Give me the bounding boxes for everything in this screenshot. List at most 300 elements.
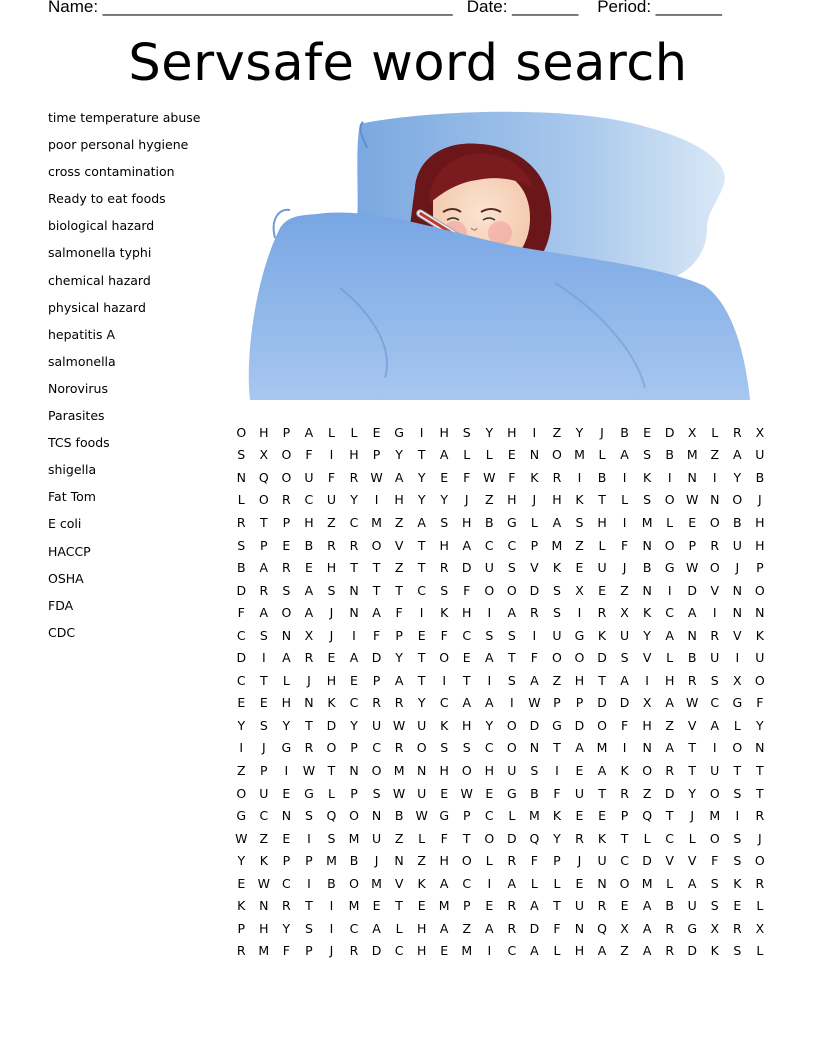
grid-letter: S <box>259 627 268 643</box>
grid-letter: I <box>555 762 559 778</box>
grid-letter: D <box>597 695 607 711</box>
word-item: biological hazard <box>48 218 155 234</box>
grid-letter: P <box>260 537 268 553</box>
word-item: Parasites <box>48 408 105 424</box>
grid-letter: U <box>507 762 517 778</box>
grid-letter: M <box>348 898 360 914</box>
grid-letter: S <box>237 537 246 553</box>
grid-letter: E <box>485 898 494 914</box>
grid-letter: I <box>261 650 266 666</box>
grid-letter: E <box>327 650 336 666</box>
grid-letter: C <box>236 627 246 643</box>
grid-letter: W <box>392 785 406 801</box>
grid-letter: U <box>710 650 720 666</box>
grid-letter: U <box>755 650 765 666</box>
grid-letter: V <box>394 875 404 891</box>
grid-letter: R <box>755 875 765 891</box>
grid-letter: M <box>371 514 382 530</box>
grid-letter: U <box>417 785 427 801</box>
grid-letter: Q <box>642 808 653 824</box>
grid-letter: L <box>666 875 674 891</box>
grid-letter: S <box>259 717 268 733</box>
grid-letter: J <box>261 740 266 756</box>
grid-letter: E <box>733 898 742 914</box>
grid-letter: Y <box>643 627 651 643</box>
grid-letter: T <box>462 830 471 846</box>
grid-letter: W <box>528 695 541 711</box>
grid-letter: H <box>462 717 472 733</box>
grid-letter: T <box>620 830 629 846</box>
grid-letter: S <box>282 582 291 598</box>
grid-letter: O <box>664 537 675 553</box>
grid-letter: D <box>664 785 675 801</box>
grid-letter: K <box>643 469 652 485</box>
grid-letter: R <box>665 943 674 959</box>
grid-letter: J <box>577 853 582 869</box>
grid-letter: E <box>282 537 291 553</box>
grid-letter: B <box>485 514 494 530</box>
grid-letter: K <box>710 943 719 959</box>
grid-letter: F <box>372 627 381 643</box>
grid-letter: M <box>709 808 721 824</box>
grid-letter: I <box>352 627 356 643</box>
grid-letter: X <box>575 582 584 598</box>
grid-letter: A <box>552 514 562 530</box>
grid-letter: I <box>284 762 289 778</box>
word-item: E coli <box>48 516 82 532</box>
grid-letter: O <box>461 762 472 778</box>
grid-letter: U <box>597 853 607 869</box>
grid-letter: X <box>642 695 652 711</box>
grid-letter: T <box>665 808 674 824</box>
letter-grid <box>230 421 771 962</box>
grid-letter: R <box>507 853 517 869</box>
grid-letter: I <box>667 469 672 485</box>
grid-row <box>230 872 771 895</box>
grid-letter: E <box>372 898 381 914</box>
grid-letter: L <box>237 492 245 508</box>
grid-letter: L <box>350 424 358 440</box>
grid-letter: O <box>236 785 247 801</box>
grid-letter: R <box>349 469 359 485</box>
grid-letter: Y <box>417 695 426 711</box>
grid-letter: Z <box>259 830 269 846</box>
grid-letter: V <box>687 717 697 733</box>
grid-letter: Z <box>710 447 720 463</box>
grid-letter: W <box>235 830 248 846</box>
grid-letter: C <box>349 514 359 530</box>
grid-letter: M <box>258 943 270 959</box>
grid-letter: S <box>507 560 516 576</box>
grid-letter: W <box>370 469 383 485</box>
grid-letter: O <box>552 650 562 666</box>
grid-letter: H <box>259 920 269 936</box>
grid-letter: L <box>463 447 471 463</box>
grid-letter: P <box>282 514 291 530</box>
grid-letter: P <box>305 853 313 869</box>
grid-row <box>230 421 771 444</box>
grid-letter: S <box>710 875 719 891</box>
grid-letter: G <box>664 560 675 576</box>
grid-letter: D <box>574 717 585 733</box>
grid-letter: A <box>597 762 607 778</box>
grid-letter: U <box>710 762 720 778</box>
grid-letter: Y <box>282 717 291 733</box>
grid-letter: I <box>419 605 424 621</box>
grid-letter: J <box>307 672 311 688</box>
grid-letter: D <box>326 717 337 733</box>
grid-letter: T <box>372 560 381 576</box>
grid-letter: X <box>259 447 269 463</box>
grid-letter: M <box>461 943 473 959</box>
grid-letter: D <box>371 650 382 666</box>
grid-letter: F <box>620 537 629 553</box>
grid-row <box>230 669 771 692</box>
grid-letter: M <box>574 447 585 463</box>
grid-letter: B <box>665 898 674 914</box>
grid-letter: R <box>755 808 765 824</box>
grid-letter: M <box>348 830 360 846</box>
grid-letter: N <box>732 582 742 598</box>
grid-letter: Y <box>237 853 246 869</box>
grid-letter: L <box>553 943 561 959</box>
grid-letter: E <box>440 785 449 801</box>
grid-row <box>230 940 771 963</box>
grid-letter: C <box>484 808 494 824</box>
grid-letter: U <box>574 898 585 914</box>
grid-letter: O <box>371 537 382 553</box>
grid-letter: S <box>507 627 516 643</box>
grid-letter: H <box>642 717 652 733</box>
grid-letter: W <box>686 560 699 576</box>
grid-letter: I <box>307 830 311 846</box>
grid-letter: N <box>642 740 652 756</box>
grid-letter: O <box>552 447 562 463</box>
grid-letter: S <box>327 830 336 846</box>
grid-letter: I <box>735 650 740 666</box>
grid-letter: V <box>710 582 720 598</box>
grid-letter: E <box>485 785 494 801</box>
grid-letter: I <box>487 875 492 891</box>
grid-letter: Y <box>237 717 246 733</box>
grid-letter: I <box>735 808 740 824</box>
grid-letter: O <box>709 514 720 530</box>
grid-letter: M <box>641 514 653 530</box>
grid-letter: O <box>326 740 337 756</box>
grid-letter: Y <box>282 920 291 936</box>
grid-letter: Y <box>417 469 426 485</box>
grid-letter: C <box>236 672 246 688</box>
grid-letter: K <box>440 717 449 733</box>
grid-letter: R <box>282 898 291 914</box>
grid-letter: T <box>417 672 426 688</box>
grid-letter: H <box>507 492 517 508</box>
grid-letter: R <box>710 537 720 553</box>
grid-letter: R <box>394 740 404 756</box>
grid-letter: B <box>597 469 607 485</box>
grid-letter: D <box>642 853 652 869</box>
grid-row <box>230 714 771 737</box>
grid-letter: A <box>349 650 359 666</box>
word-item: chemical hazard <box>48 272 151 288</box>
grid-letter: F <box>440 627 448 643</box>
grid-letter: S <box>733 785 742 801</box>
grid-letter: W <box>483 469 496 485</box>
grid-letter: K <box>552 560 562 576</box>
grid-letter: R <box>665 920 674 936</box>
grid-row <box>230 804 771 827</box>
grid-letter: C <box>439 695 449 711</box>
grid-letter: E <box>643 424 652 440</box>
grid-letter: A <box>304 605 314 621</box>
grid-letter: T <box>688 762 697 778</box>
grid-letter: V <box>687 853 697 869</box>
grid-letter: A <box>485 695 494 711</box>
grid-letter: O <box>709 560 720 576</box>
grid-letter: M <box>393 762 405 778</box>
grid-letter: E <box>575 560 584 576</box>
grid-letter: J <box>758 492 762 508</box>
grid-letter: P <box>756 560 764 576</box>
grid-letter: A <box>530 943 539 959</box>
grid-letter: D <box>687 582 698 598</box>
grid-letter: N <box>259 898 269 914</box>
grid-letter: C <box>349 920 359 936</box>
grid-letter: H <box>349 447 359 463</box>
grid-letter: N <box>281 808 292 824</box>
grid-letter: P <box>462 898 471 914</box>
grid-letter: T <box>372 582 381 598</box>
grid-row <box>230 556 771 579</box>
grid-letter: C <box>665 605 675 621</box>
grid-letter: H <box>259 424 269 440</box>
grid-letter: O <box>439 650 450 666</box>
grid-letter: O <box>236 424 247 440</box>
grid-letter: S <box>620 650 629 666</box>
grid-row <box>230 489 771 512</box>
grid-letter: A <box>597 943 607 959</box>
grid-letter: I <box>667 582 672 598</box>
grid-letter: T <box>756 785 764 801</box>
grid-letter: D <box>597 650 607 666</box>
grid-letter: A <box>665 627 674 643</box>
grid-letter: J <box>758 830 762 846</box>
grid-letter: E <box>237 875 246 891</box>
grid-letter: C <box>304 492 314 508</box>
grid-letter: I <box>487 672 492 688</box>
grid-letter: O <box>461 853 472 869</box>
grid-letter: C <box>620 853 629 869</box>
grid-letter: R <box>349 943 359 959</box>
grid-letter: H <box>326 672 337 688</box>
grid-letter: K <box>552 808 562 824</box>
grid-letter: E <box>372 424 381 440</box>
grid-letter: O <box>709 830 720 846</box>
grid-letter: C <box>282 875 291 891</box>
grid-letter: C <box>507 943 517 959</box>
grid-letter: Y <box>440 492 449 508</box>
grid-letter: H <box>304 514 314 530</box>
grid-letter: J <box>690 808 695 824</box>
grid-letter: S <box>733 943 742 959</box>
grid-letter: A <box>620 672 629 688</box>
grid-letter: D <box>529 717 540 733</box>
grid-letter: L <box>598 537 606 553</box>
grid-letter: R <box>687 672 697 688</box>
grid-letter: Y <box>485 717 494 733</box>
grid-letter: T <box>733 762 742 778</box>
grid-letter: P <box>282 424 291 440</box>
grid-letter: R <box>620 785 629 801</box>
grid-letter: R <box>530 605 539 621</box>
grid-letter: N <box>371 808 382 824</box>
grid-letter: T <box>305 898 313 914</box>
grid-letter: Y <box>395 447 403 463</box>
grid-letter: R <box>236 943 246 959</box>
grid-letter: J <box>464 492 469 508</box>
grid-letter: O <box>349 808 359 824</box>
grid-letter: S <box>304 808 313 824</box>
grid-letter: E <box>350 672 358 688</box>
name-date-period-line: Name: _____________________________________ Date: _______ Period: _______ <box>48 0 722 16</box>
grid-letter: B <box>755 469 765 485</box>
grid-letter: Y <box>575 424 584 440</box>
word-item: salmonella typhi <box>48 245 152 261</box>
grid-letter: A <box>687 605 697 621</box>
grid-letter: J <box>329 943 334 959</box>
grid-letter: E <box>259 695 268 711</box>
grid-letter: A <box>507 875 517 891</box>
grid-letter: B <box>733 514 742 530</box>
grid-letter: Z <box>417 853 426 869</box>
grid-letter: E <box>237 695 246 711</box>
grid-row <box>230 894 771 917</box>
grid-letter: Z <box>236 762 246 778</box>
grid-row <box>230 737 771 760</box>
grid-letter: O <box>709 785 720 801</box>
grid-letter: D <box>236 650 247 666</box>
grid-letter: I <box>577 469 582 485</box>
grid-letter: N <box>349 582 359 598</box>
grid-letter: O <box>619 875 630 891</box>
grid-letter: B <box>530 785 539 801</box>
grid-letter: D <box>507 830 517 846</box>
grid-letter: P <box>260 762 268 778</box>
grid-letter: R <box>507 920 517 936</box>
grid-letter: F <box>282 943 290 959</box>
grid-letter: N <box>349 605 359 621</box>
grid-letter: N <box>755 740 765 756</box>
grid-letter: E <box>282 785 291 801</box>
grid-letter: G <box>732 695 743 711</box>
word-item: FDA <box>48 597 74 613</box>
grid-letter: X <box>687 424 697 440</box>
grid-letter: P <box>575 695 584 711</box>
grid-letter: A <box>733 447 742 463</box>
grid-letter: L <box>282 672 290 688</box>
grid-letter: A <box>304 582 314 598</box>
grid-letter: R <box>259 582 269 598</box>
grid-letter: E <box>440 943 449 959</box>
grid-row <box>230 692 771 715</box>
grid-letter: U <box>326 492 337 508</box>
grid-letter: E <box>598 808 606 824</box>
grid-letter: G <box>574 627 585 643</box>
grid-letter: U <box>552 627 562 643</box>
grid-letter: I <box>419 424 424 440</box>
grid-letter: R <box>236 514 246 530</box>
grid-letter: E <box>440 469 449 485</box>
grid-letter: Z <box>394 830 404 846</box>
grid-letter: L <box>621 492 629 508</box>
grid-letter: Y <box>553 830 561 846</box>
grid-letter: S <box>530 762 539 778</box>
grid-letter: Y <box>350 492 358 508</box>
grid-letter: O <box>484 582 495 598</box>
grid-letter: H <box>574 672 585 688</box>
grid-letter: B <box>665 447 674 463</box>
grid-letter: I <box>329 447 334 463</box>
grid-letter: G <box>394 424 404 440</box>
grid-letter: S <box>552 605 561 621</box>
grid-letter: C <box>484 537 494 553</box>
grid-letter: O <box>281 605 292 621</box>
grid-letter: B <box>236 560 246 576</box>
grid-letter: S <box>237 447 246 463</box>
grid-letter: F <box>237 605 245 621</box>
grid-letter: L <box>756 943 764 959</box>
grid-letter: F <box>395 605 403 621</box>
grid-letter: X <box>304 627 314 643</box>
grid-letter: S <box>733 830 742 846</box>
grid-letter: M <box>551 537 563 553</box>
grid-letter: O <box>732 492 743 508</box>
grid-letter: R <box>282 492 291 508</box>
grid-letter: B <box>620 424 629 440</box>
grid-letter: I <box>442 672 447 688</box>
grid-letter: H <box>439 762 449 778</box>
grid-letter: Y <box>417 492 426 508</box>
word-item: hepatitis A <box>48 326 115 342</box>
grid-letter: A <box>710 717 720 733</box>
grid-letter: F <box>620 717 629 733</box>
grid-letter: A <box>665 740 674 756</box>
grid-letter: I <box>532 627 537 643</box>
grid-letter: O <box>506 740 517 756</box>
grid-letter: F <box>327 469 336 485</box>
grid-letter: P <box>305 943 313 959</box>
grid-letter: L <box>643 830 651 846</box>
grid-letter: R <box>710 627 720 643</box>
grid-letter: O <box>484 830 495 846</box>
grid-letter: P <box>372 447 381 463</box>
grid-letter: H <box>552 492 562 508</box>
grid-letter: P <box>372 672 381 688</box>
grid-letter: C <box>462 627 472 643</box>
grid-letter: T <box>598 785 606 801</box>
grid-letter: O <box>754 582 765 598</box>
grid-letter: F <box>440 830 448 846</box>
grid-letter: L <box>508 808 516 824</box>
grid-letter: K <box>237 898 246 914</box>
grid-letter: O <box>754 672 765 688</box>
grid-letter: N <box>597 875 607 891</box>
grid-letter: R <box>439 560 449 576</box>
grid-letter: R <box>552 469 562 485</box>
grid-letter: E <box>417 627 426 643</box>
grid-letter: L <box>711 424 719 440</box>
grid-letter: O <box>664 492 675 508</box>
